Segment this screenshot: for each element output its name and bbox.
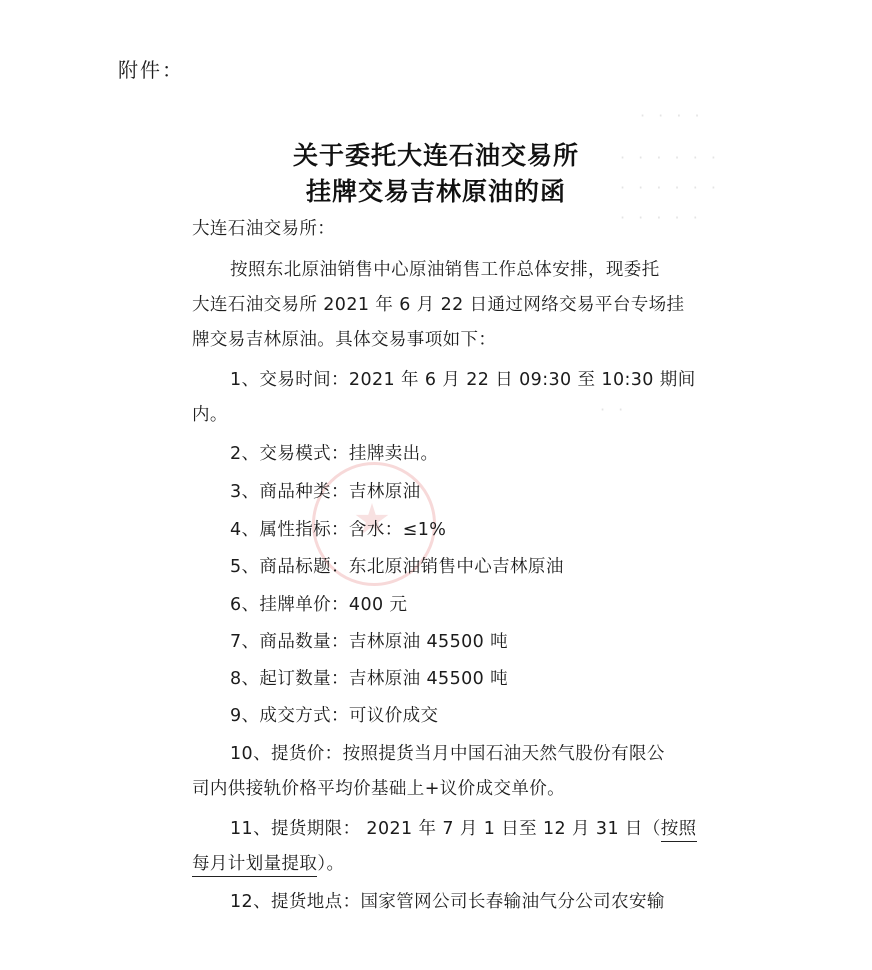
salutation: 大连石油交易所：	[192, 219, 336, 239]
title-line-1: 关于委托大连石油交易所	[292, 141, 579, 170]
item-5: 5、商品标题：东北原油销售中心吉林原油	[230, 557, 564, 577]
intro-line-3: 牌交易吉林原油。具体交易事项如下：	[192, 330, 497, 350]
bleed-through-mark: · ·	[600, 400, 628, 419]
item-10-line-2: 司内供接轨价格平均价基础上+议价成交单价。	[192, 779, 566, 799]
bleed-through-mark: · · · ·	[640, 106, 704, 125]
item-3: 3、商品种类：吉林原油	[230, 482, 421, 502]
bleed-through-mark: · · · · ·	[620, 208, 702, 227]
item-11-line-1	[230, 815, 697, 840]
intro-line-1: 按照东北原油销售中心原油销售工作总体安排，现委托	[230, 260, 660, 280]
title-line-2: 挂牌交易吉林原油的函	[305, 177, 566, 206]
item-11-suffix: ）。	[317, 854, 345, 874]
item-8: 8、起订数量：吉林原油 45500 吨	[230, 669, 509, 689]
item-11-underlined-end: 每月计划量提取	[192, 854, 317, 877]
attachment-label: 附件：	[118, 58, 184, 82]
item-11-underlined-start: 按照	[661, 819, 697, 842]
item-6: 6、挂牌单价：400 元	[230, 595, 408, 615]
intro-line-2: 大连石油交易所 2021 年 6 月 22 日通过网络交易平台专场挂	[192, 295, 685, 315]
item-4: 4、属性指标：含水：≤1%	[230, 520, 447, 540]
bleed-through-mark: · · · · · ·	[620, 178, 720, 197]
item-11-line-2	[192, 850, 344, 875]
item-1-line-1: 1、交易时间：2021 年 6 月 22 日 09:30 至 10:30 期间	[230, 370, 696, 390]
item-1-line-2: 内。	[192, 405, 228, 425]
item-11-prefix: 11、提货期限： 2021 年 7 月 1 日至 12 月 31 日（	[230, 819, 661, 839]
item-2: 2、交易模式：挂牌卖出。	[230, 444, 439, 464]
item-12-line-1: 12、提货地点：国家管网公司长春输油气分公司农安输	[230, 892, 665, 912]
item-10-line-1: 10、提货价：按照提货当月中国石油天然气股份有限公	[230, 744, 665, 764]
item-7: 7、商品数量：吉林原油 45500 吨	[230, 632, 509, 652]
item-9: 9、成交方式：可议价成交	[230, 706, 439, 726]
bleed-through-mark: · · · · · ·	[620, 148, 720, 167]
